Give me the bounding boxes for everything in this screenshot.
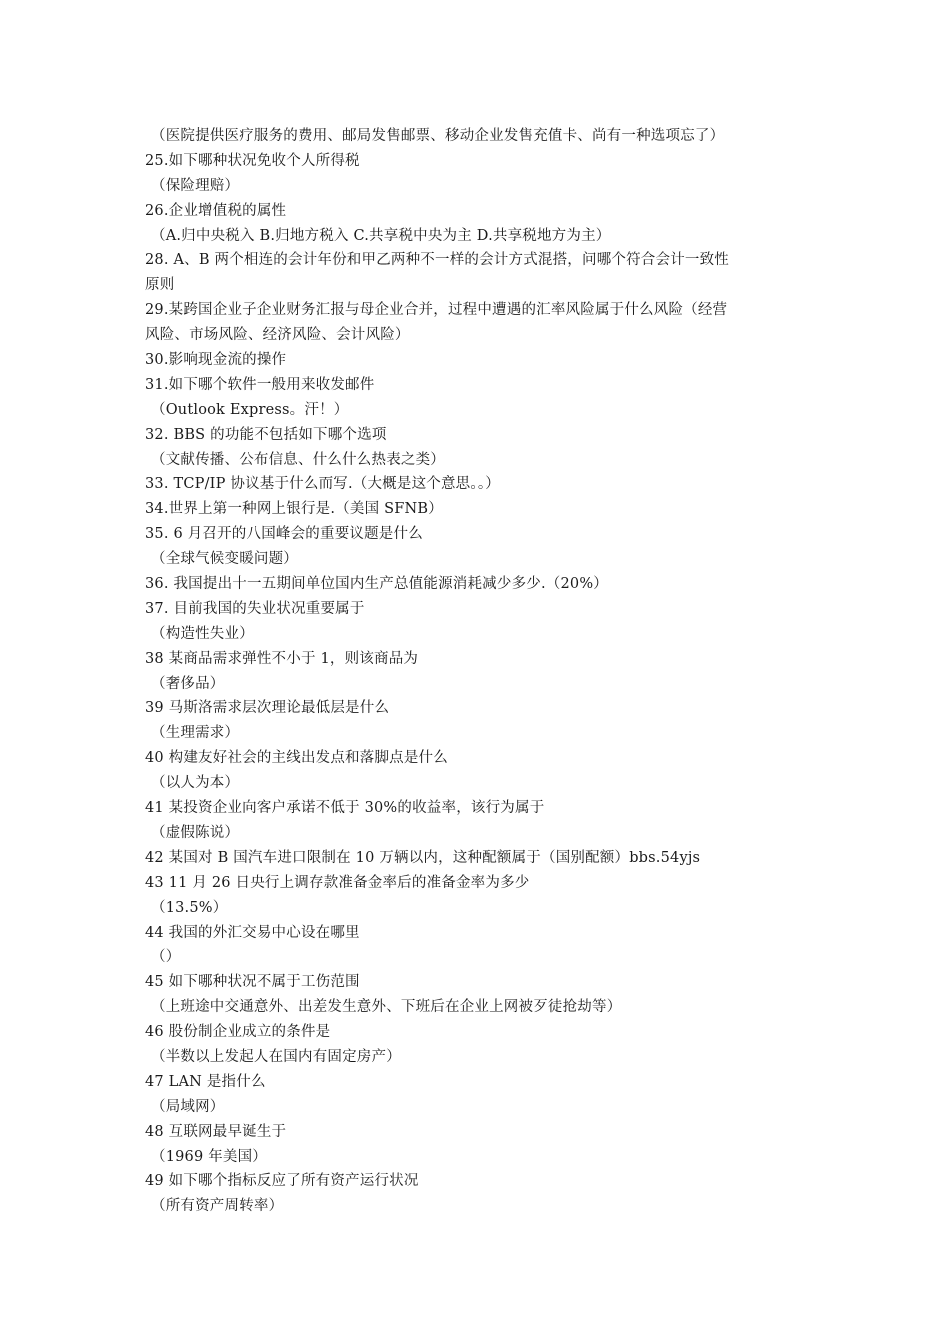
question-line: 44 我国的外汇交易中心设在哪里 bbox=[145, 924, 360, 941]
question-line: 37. 目前我国的失业状况重要属于 bbox=[145, 600, 365, 617]
answer-line: （） bbox=[151, 949, 181, 966]
question-line: 43 11 月 26 日央行上调存款准备金率后的准备金率为多少 bbox=[145, 874, 530, 891]
question-line: 49 如下哪个指标反应了所有资产运行状况 bbox=[145, 1173, 419, 1190]
answer-line: （奢侈品） bbox=[151, 675, 225, 692]
question-line: 31.如下哪个软件一般用来收发邮件 bbox=[145, 376, 375, 393]
question-line: 45 如下哪种状况不属于工伤范围 bbox=[145, 974, 360, 991]
answer-line: （医院提供医疗服务的费用、邮局发售邮票、移动企业发售充值卡、尚有一种选项忘了） bbox=[151, 128, 725, 144]
question-line: 30.影响现金流的操作 bbox=[145, 352, 287, 369]
answer-line: （构造性失业） bbox=[151, 625, 254, 642]
question-line: 36. 我国提出十一五期间单位国内生产总值能源消耗减少多少.（20%） bbox=[145, 576, 609, 593]
answer-line: （文献传播、公布信息、什么什么热表之类） bbox=[151, 451, 445, 468]
answer-line: （Outlook Express。汗！） bbox=[151, 401, 349, 418]
answer-line: （1969 年美国） bbox=[151, 1148, 268, 1165]
question-line: 34.世界上第一种网上银行是.（美国 SFNB） bbox=[145, 501, 443, 518]
answer-line: （半数以上发起人在国内有固定房产） bbox=[151, 1048, 401, 1065]
question-line: 原则 bbox=[145, 277, 175, 294]
question-line: 39 马斯洛需求层次理论最低层是什么 bbox=[145, 700, 390, 717]
question-line: 33. TCP/IP 协议基于什么而写.（大概是这个意思。。） bbox=[145, 476, 500, 493]
question-line: 26.企业增值税的属性 bbox=[145, 202, 287, 219]
answer-line: （生理需求） bbox=[151, 725, 240, 742]
question-line: 48 互联网最早诞生于 bbox=[145, 1123, 287, 1140]
answer-line: （保险理赔） bbox=[151, 177, 240, 194]
question-line: 41 某投资企业向客户承诺不低于 30%的收益率，该行为属于 bbox=[145, 800, 545, 817]
document-body bbox=[145, 124, 815, 1219]
answer-line: （13.5%） bbox=[151, 899, 228, 916]
answer-line: （虚假陈说） bbox=[151, 824, 240, 841]
question-line: 40 构建友好社会的主线出发点和落脚点是什么 bbox=[145, 750, 448, 767]
question-line: 35. 6 月召开的八国峰会的重要议题是什么 bbox=[145, 526, 423, 543]
question-line: 25.如下哪种状况免收个人所得税 bbox=[145, 152, 360, 169]
answer-line: （全球气候变暖问题） bbox=[151, 551, 298, 568]
question-line: 46 股份制企业成立的条件是 bbox=[145, 1024, 331, 1041]
question-line: 风险、市场风险、经济风险、会计风险） bbox=[145, 327, 410, 344]
answer-line: （A.归中央税入 B.归地方税入 C.共享税中央为主 D.共享税地方为主） bbox=[151, 227, 611, 244]
question-line: 38 某商品需求弹性不小于 1，则该商品为 bbox=[145, 650, 419, 667]
answer-line: （以人为本） bbox=[151, 775, 240, 792]
question-line: 42 某国对 B 国汽车进口限制在 10 万辆以内，这种配额属于（国别配额）bbs.54yjs bbox=[145, 849, 701, 866]
question-line: 28. A、B 两个相连的会计年份和甲乙两种不一样的会计方式混搭，问哪个符合会计一致性 bbox=[145, 252, 730, 269]
answer-line: （上班途中交通意外、出差发生意外、下班后在企业上网被歹徒抢劫等） bbox=[151, 999, 622, 1016]
question-line: 47 LAN 是指什么 bbox=[145, 1073, 266, 1090]
answer-line: （所有资产周转率） bbox=[151, 1198, 284, 1215]
question-line: 29.某跨国企业子企业财务汇报与母企业合并，过程中遭遇的汇率风险属于什么风险（经营 bbox=[145, 302, 728, 319]
answer-line: （局域网） bbox=[151, 1098, 225, 1115]
question-line: 32. BBS 的功能不包括如下哪个选项 bbox=[145, 426, 387, 443]
